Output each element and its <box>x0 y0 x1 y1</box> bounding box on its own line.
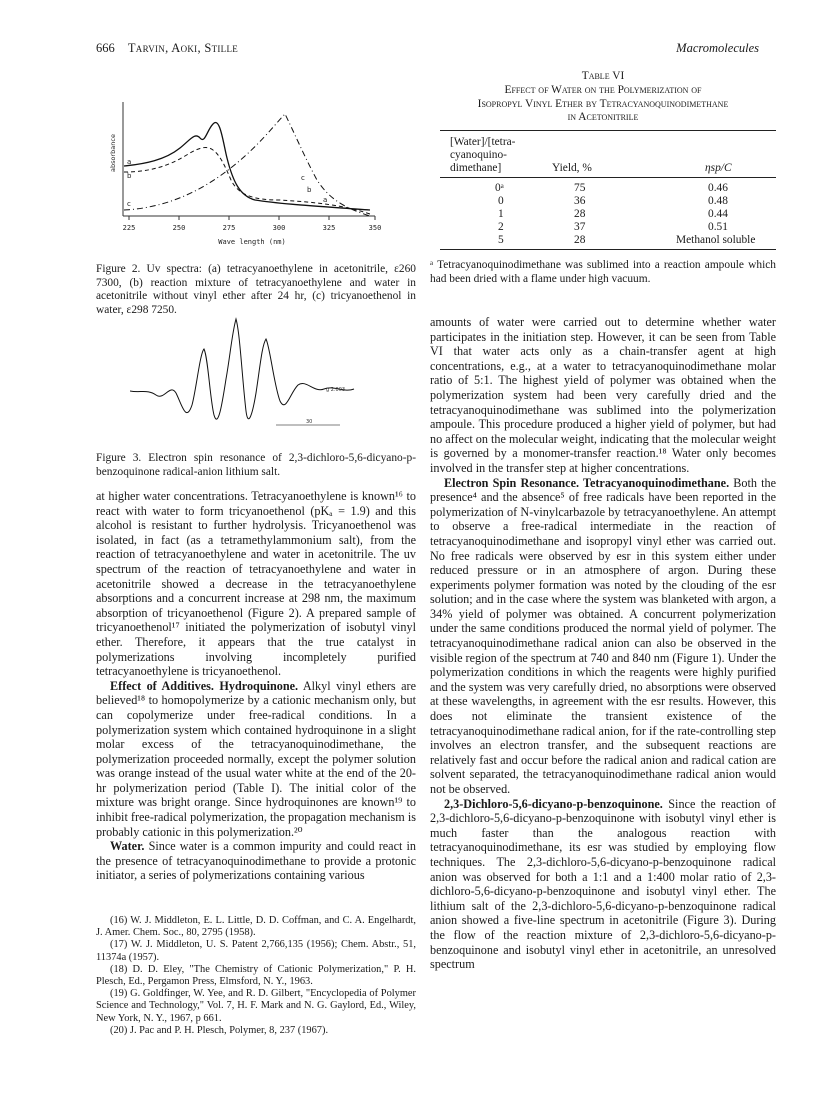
row2-ratio: 0 <box>498 195 504 207</box>
tick-275: 275 <box>222 224 236 232</box>
row2-yield: 36 <box>574 195 586 207</box>
row3-visc: 0.44 <box>708 208 728 220</box>
curve-label-a-right: a <box>323 196 328 204</box>
curve-c <box>124 114 370 216</box>
curve-b <box>124 148 370 214</box>
row3-ratio: 1 <box>498 208 504 220</box>
journal-name: Macromolecules <box>676 41 759 55</box>
row2-visc: 0.48 <box>708 195 728 207</box>
tick-225: 225 <box>122 224 136 232</box>
row5-yield: 28 <box>574 234 586 246</box>
left-column-text <box>96 489 416 883</box>
row1-ratio: 0ᵃ <box>495 182 504 194</box>
table-top-rule <box>440 130 776 131</box>
figure-2-caption: Figure 2. Uv spectra: (a) tetracyanoethylene in acetonitrile, ε260 7300, (b) reaction mixture of tetracyanoethylene and water in acetonitrile without vinyl ether after 24 hr, (c) tricyanoethenol in water, ε298 7250. <box>96 263 416 316</box>
table-title <box>430 70 776 125</box>
esr-trace <box>130 319 354 419</box>
table-header-rule <box>440 177 776 178</box>
table-title-line-3: in Acetonitrile <box>567 111 639 124</box>
row4-visc: 0.51 <box>708 221 728 233</box>
reference-16: (16) W. J. Middleton, E. L. Little, D. D. Coffman, and C. A. Engelhardt, J. Amer. Chem. Soc., 80, 2795 (1958). <box>96 915 416 939</box>
tick-325: 325 <box>322 224 336 232</box>
header-yield: Yield, % <box>552 162 592 174</box>
figure-2-uv-spectra <box>105 92 415 272</box>
figure-3-caption: Figure 3. Electron spin resonance of 2,3-dichloro-5,6-dicyano-p-benzoquinone radical-anion lithium salt. <box>96 452 416 478</box>
table-title-line-2: Isopropyl Vinyl Ether by Tetracyanoquinodimethane <box>477 97 729 110</box>
paragraph-ddq: 2,3-Dichloro-5,6-dicyano-p-benzoquinone. Since the reaction of 2,3-dichloro-5,6-dicyano-p-benzoquinone with isobutyl vinyl ether is much faster than the analogous reaction with tetracyanoquinodimethane, its esr was studied by employing flow techniques. The 2,3-dichloro-5,6-dicyano-p-benzoquinone radical anion was observed for both a 1:1 and a 1:400 molar ratio of 2,3-dichloro-5,6-dicyano-p-benzoquinone and isobutyl vinyl ether. The lithium salt of the 2,3-dichloro-5,6-dicyano-p-benzoquinone radical anion showed a five-line spectrum in acetonitrile (Figure 3). During the flow of the reaction mixture of 2,3-dichloro-5,6-dicyano-p-benzoquinone and isobutyl vinyl ether in acetonitrile, an unresolved spectrum <box>430 796 776 972</box>
paragraph-hydroquinone: Effect of Additives. Hydroquinone. Alkyl vinyl ethers are believed¹⁸ to homopolymerize by a cationic mechanism only, but can copolymerize under free-radical conditions. In a polymerization system which contained hydroquinone in a slight molar excess of the tetracyanoquinodimethane, the polymerization proceeded normally, except the polymer solution was orange instead of the usual water white at the end of the 20-hr polymerization period (Table I). The initial color of the mixture was bright orange. Since hydroquinones are known¹⁹ to inhibit free-radical polymerization, the propagation mechanism is probably cationic in this polymerization.²⁰ <box>96 678 416 839</box>
g-value-marker: g 2.003 <box>326 387 346 393</box>
table-bottom-rule <box>440 249 776 250</box>
page-number: 666 <box>96 41 115 55</box>
tick-250: 250 <box>172 224 186 232</box>
curve-label-b-right: b <box>307 186 312 194</box>
section-heading-additives: Effect of Additives. Hydroquinone. <box>110 678 299 693</box>
curve-a <box>124 123 370 210</box>
figure-3-esr-spectrum <box>130 313 400 435</box>
curve-label-c-right: c <box>301 174 305 182</box>
row1-visc: 0.46 <box>708 182 728 194</box>
table-vi <box>440 130 776 252</box>
reference-17: (17) W. J. Middleton, U. S. Patent 2,766,135 (1956); Chem. Abstr., 51, 11374a (1957). <box>96 939 416 963</box>
tick-300: 300 <box>272 224 286 232</box>
reference-18: (18) D. D. Eley, "The Chemistry of Cationic Polymerization," P. H. Plesch, Ed., Pergamon Press, Elmsford, N. Y., 1963. <box>96 963 416 988</box>
header-ratio-3: dimethane] <box>450 162 502 174</box>
header-viscosity: ηsp/C <box>705 162 732 174</box>
scale-bar-label: 30 <box>306 419 313 425</box>
x-axis-label: Wave length (nm) <box>218 238 286 246</box>
y-axis-label: absorbance <box>109 134 117 172</box>
table-title-line-1: Effect of Water on the Polymerization of <box>504 83 702 96</box>
paragraph-water-continued: amounts of water were carried out to determine whether water participates in the initiation step. However, it can be seen from Table VI that water acts only as a chain-transfer agent at high concentrations, e.g., at a water to tetracyanoquinodimethane molar ratio of 5:1. The highest yield of polymer was obtained when the polymerization system had been very carefully dried and the tetracyanoquinodimethane was sublimed into the polymerization ampoule. This procedure produced a higher yield of polymer, but had no affect on the molecular weight, indicating that the molecular weight is governed by a monomer-transfer reaction.¹⁸ Water only becomes involved in the transfer step at higher concentrations. <box>430 315 776 475</box>
right-column-text <box>430 315 776 972</box>
running-header-left <box>96 41 238 56</box>
paragraph-tricyanoethenol: at higher water concentrations. Tetracyanoethylene is known¹⁶ to react with water to form tricyanoethenol (pKₐ = 1.9) and this alcohol is resistant to further hydrolysis. Tricyanoethenol was isolated, in fact (as a tetramethylammonium salt), from the reaction of tetracyanoethylene and water in acetonitrile. The uv spectrum of the reaction of tetracyanoethylene and water in acetonitrile showed a decrease in the tetracyanoethylene absorptions and a concurrent increase at 298 nm, the maximum absorption of tricyanoethenol (Figure 2). A prepared sample of tricyanoethenol¹⁷ initiated the polymerization of isobutyl vinyl ether. Therefore, it appears that the true catalyst in polymerizations involving incompletely purified tetracyanoethylene is tricyanoethenol. <box>96 489 416 679</box>
section-heading-ddq: 2,3-Dichloro-5,6-dicyano-p-benzoquinone. <box>444 796 663 811</box>
table-number: Table VI <box>581 70 625 82</box>
header-ratio-2: cyanoquino- <box>450 149 507 161</box>
row5-visc: Methanol soluble <box>676 234 756 246</box>
row1-yield: 75 <box>574 182 586 194</box>
row3-yield: 28 <box>574 208 586 220</box>
running-authors: Tarvin, Aoki, Stille <box>127 41 239 55</box>
curve-label-c-left: c <box>127 200 131 208</box>
section-heading-water: Water. <box>110 839 145 854</box>
row5-ratio: 5 <box>498 234 504 246</box>
curve-label-a-left: a <box>127 158 132 166</box>
section-heading-esr: Electron Spin Resonance. Tetracyanoquinodimethane. <box>444 475 730 490</box>
curve-label-b-left: b <box>127 172 132 180</box>
paragraph-water: Water. Since water is a common impurity and could react in the presence of tetracyanoquinodimethane to provide a protonic initiator, a series of polymerizations containing various <box>96 839 416 883</box>
row4-ratio: 2 <box>498 221 504 233</box>
tick-350: 350 <box>368 224 382 232</box>
table-footnote: ᵃ Tetracyanoquinodimethane was sublimed into a reaction ampoule which had been dried with a flame under high vacuum. <box>430 259 776 285</box>
paragraph-esr: Electron Spin Resonance. Tetracyanoquinodimethane. Both the presence⁴ and the absence⁵ of free radicals have been reported in the polymerization of N-vinylcarbazole by tetracyanoethylene. An attempt to observe a free-radical intermediate in the reaction of tetracyanoquinodimethane and isopropyl vinyl ether was carried out. No free radicals were observed by esr in this system either under reduced pressure or in an atmosphere of argon. During these experiments polymer formation was noted by the clouding of the esr solution; and in the case where the system was blanketed with argon, a 34% yield of polymer was obtained. A concurrent polymerization under the same conditions produced the normal yield of polymer. The tetracyanoquinodimethane radical anion can also be observed in the visible region of the spectrum at 740 and 840 nm (Figure 1). Under the polymerization conditions in which the reagents were highly purified and the system was very carefully dried, no absorptions were observed at these wavelengths, in agreement with the esr results. However, this does not eliminate the transient existence of the tetracyanoquinodimethane radical anion, for if the rate-controlling step involves an electron transfer, and the subsequent reactions are relatively fast and occur before the radical anion and radical cation are solvent separated, the tetracyanoquinodimethane radical anion would not be observed. <box>430 475 777 796</box>
reference-20: (20) J. Pac and P. H. Plesch, Polymer, 8, 237 (1967). <box>110 1024 329 1036</box>
row4-yield: 37 <box>574 221 586 233</box>
references <box>96 915 416 1037</box>
header-ratio-1: [Water]/[tetra- <box>450 136 516 148</box>
reference-19: (19) G. Goldfinger, W. Yee, and R. D. Gilbert, "Encyclopedia of Polymer Science and Technology," Vol. 7, H. F. Mark and N. G. Gaylord, Ed., Wiley, New York, N. Y., 1967, p 661. <box>96 988 416 1024</box>
